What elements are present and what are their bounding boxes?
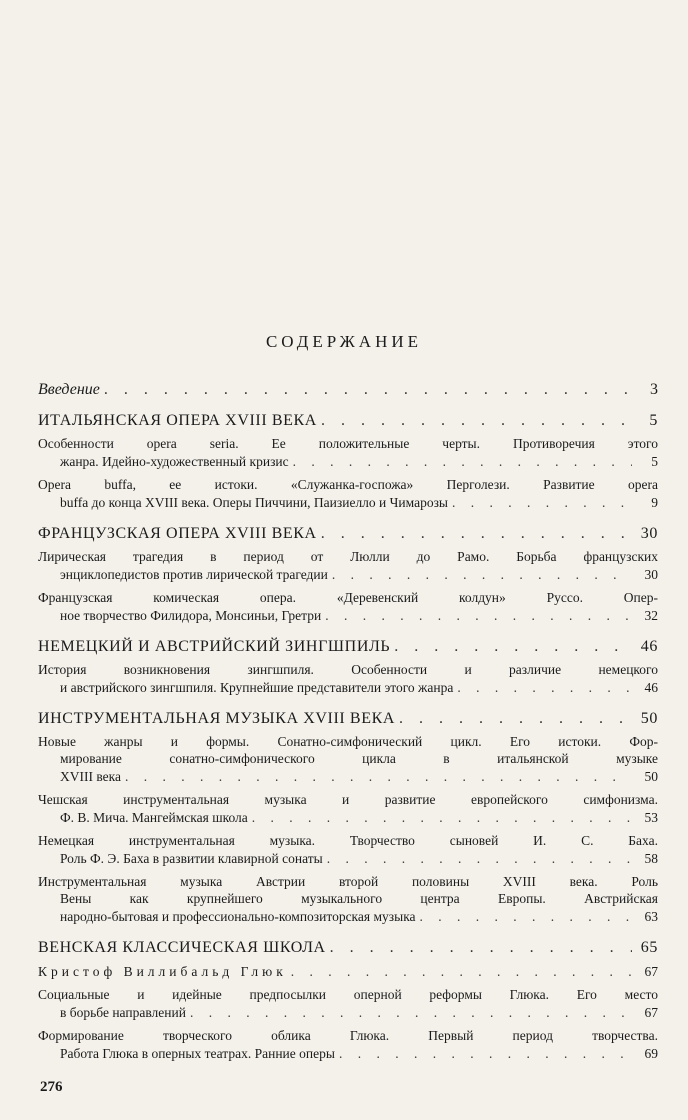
entry-page: 67 xyxy=(644,1005,658,1020)
entry-last-line xyxy=(38,606,658,625)
section-title: ИТАЛЬЯНСКАЯ ОПЕРА XVIII ВЕКА xyxy=(38,412,317,429)
dot-leader xyxy=(327,849,632,868)
dot-leader xyxy=(252,808,632,827)
section-title: ФРАНЦУЗСКАЯ ОПЕРА XVIII ВЕКА xyxy=(38,525,317,542)
toc-section-heading xyxy=(38,938,658,957)
entry-last-line xyxy=(38,1003,658,1022)
dot-leader xyxy=(394,637,632,656)
toc-entry xyxy=(38,1027,658,1063)
toc-entry xyxy=(38,476,658,512)
toc-entry xyxy=(38,791,658,827)
toc-intro-page: 3 xyxy=(650,381,658,398)
entry-line: XVIII века xyxy=(60,769,121,784)
entry-line: Чешская инструментальная музыка и развитие европейского симфонизма. xyxy=(38,792,658,807)
entry-page: 32 xyxy=(644,608,658,623)
entry-line: Особенности opera seria. Ее положительные черты. Противоречия этого xyxy=(38,436,658,451)
entry-line: Работа Глюка в оперных театрах. Ранние оперы xyxy=(60,1046,335,1061)
toc-entry xyxy=(38,548,658,584)
entry-line: Французская комическая опера. «Деревенский колдун» Руссо. Опер- xyxy=(38,590,658,605)
entry-last-line xyxy=(38,493,658,512)
dot-leader xyxy=(457,678,632,697)
toc-section-heading xyxy=(38,411,658,430)
entry-last-line xyxy=(38,849,658,868)
entry-line: Вены как крупнейшего музыкального центра Европы. Австрийская xyxy=(60,891,658,906)
dot-leader xyxy=(420,907,632,926)
entry-line: Кристоф Виллибальд Глюк xyxy=(38,964,287,979)
entry-line: и австрийского зингшпиля. Крупнейшие представители этого жанра xyxy=(60,680,454,695)
section-title: НЕМЕЦКИЙ И АВСТРИЙСКИЙ ЗИНГШПИЛЬ xyxy=(38,638,391,655)
entry-line: Роль Ф. Э. Баха в развитии клавирной сонаты xyxy=(60,851,323,866)
section-page: 30 xyxy=(640,525,658,542)
entry-line: Opera buffa, ее истоки. «Служанка-госпожа» Перголези. Развитие opera xyxy=(38,477,658,492)
dot-leader xyxy=(291,962,632,981)
entry-page: 30 xyxy=(644,567,658,582)
toc-entry xyxy=(38,832,658,868)
entry-line: Новые жанры и формы. Сонатно-симфонический цикл. Его истоки. Фор- xyxy=(38,734,658,749)
toc-entry xyxy=(38,661,658,697)
dot-leader xyxy=(452,493,632,512)
entry-page: 67 xyxy=(644,964,658,979)
entry-page: 58 xyxy=(644,851,658,866)
entry-last-line xyxy=(38,1044,658,1063)
toc-entry xyxy=(38,435,658,471)
entry-line: Социальные и идейные предпосылки оперной реформы Глюка. Его место xyxy=(38,987,658,1002)
dot-leader xyxy=(190,1003,632,1022)
entry-page: 46 xyxy=(644,680,658,695)
section-page: 46 xyxy=(640,638,658,655)
toc-entry xyxy=(38,962,658,981)
entry-line: Немецкая инструментальная музыка. Творчество сыновей И. С. Баха. xyxy=(38,833,658,848)
section-title: ВЕНСКАЯ КЛАССИЧЕСКАЯ ШКОЛА xyxy=(38,939,326,956)
entry-last-line xyxy=(38,907,658,926)
dot-leader xyxy=(125,767,632,786)
dot-leader xyxy=(293,452,632,471)
entry-last-line xyxy=(38,452,658,471)
entry-page: 50 xyxy=(644,769,658,784)
entry-line: Формирование творческого облика Глюка. Первый период творчества. xyxy=(38,1028,658,1043)
dot-leader xyxy=(321,524,632,543)
page-title: СОДЕРЖАНИЕ xyxy=(265,332,423,351)
toc-section-heading xyxy=(38,709,658,728)
entry-line: энциклопедистов против лирической трагедии xyxy=(60,567,328,582)
toc-intro xyxy=(38,380,658,399)
section-page: 50 xyxy=(640,710,658,727)
toc-entry xyxy=(38,873,658,926)
entry-last-line xyxy=(38,962,658,981)
entry-line: народно-бытовая и профессионально-композиторская музыка xyxy=(60,909,416,924)
entry-page: 53 xyxy=(644,810,658,825)
toc-intro-label: Введение xyxy=(38,381,100,398)
table-of-contents xyxy=(38,380,658,1063)
entry-last-line xyxy=(38,767,658,786)
dot-leader xyxy=(325,606,632,625)
entry-line: жанра. Идейно-художественный кризис xyxy=(60,454,289,469)
entry-last-line xyxy=(38,678,658,697)
toc-entry xyxy=(38,733,658,786)
dot-leader xyxy=(330,938,632,957)
entry-last-line xyxy=(38,565,658,584)
entry-line: История возникновения зингшпиля. Особенности и различие немецкого xyxy=(38,662,658,677)
entry-page: 63 xyxy=(644,909,658,924)
toc-entry xyxy=(38,589,658,625)
entry-line: Ф. В. Мича. Мангеймская школа xyxy=(60,810,248,825)
entry-page: 9 xyxy=(651,495,658,510)
section-page: 5 xyxy=(649,412,658,429)
entry-page: 5 xyxy=(651,454,658,469)
toc-section-heading xyxy=(38,524,658,543)
entry-line: Инструментальная музыка Австрии второй половины XVIII века. Роль xyxy=(38,874,658,889)
entry-line: buffa до конца XVIII века. Оперы Пиччини, Паизиелло и Чимарозы xyxy=(60,495,448,510)
toc-sections xyxy=(38,411,658,1063)
entry-page: 69 xyxy=(644,1046,658,1061)
entry-line: в борьбе направлений xyxy=(60,1005,186,1020)
section-page: 65 xyxy=(640,939,658,956)
page-number: 276 xyxy=(40,1079,63,1095)
section-title: ИНСТРУМЕНТАЛЬНАЯ МУЗЫКА XVIII ВЕКА xyxy=(38,710,395,727)
dot-leader xyxy=(332,565,632,584)
dot-leader xyxy=(104,380,632,399)
toc-section-heading xyxy=(38,637,658,656)
toc-entry xyxy=(38,986,658,1022)
entry-last-line xyxy=(38,808,658,827)
dot-leader xyxy=(339,1044,632,1063)
dot-leader xyxy=(399,709,632,728)
entry-line: мирование сонатно-симфонического цикла в итальянской музыке xyxy=(60,751,658,766)
dot-leader xyxy=(321,411,632,430)
entry-line: ное творчество Филидора, Монсиньи, Гретри xyxy=(60,608,322,623)
entry-line: Лирическая трагедия в период от Люлли до Рамо. Борьба французских xyxy=(38,549,658,564)
